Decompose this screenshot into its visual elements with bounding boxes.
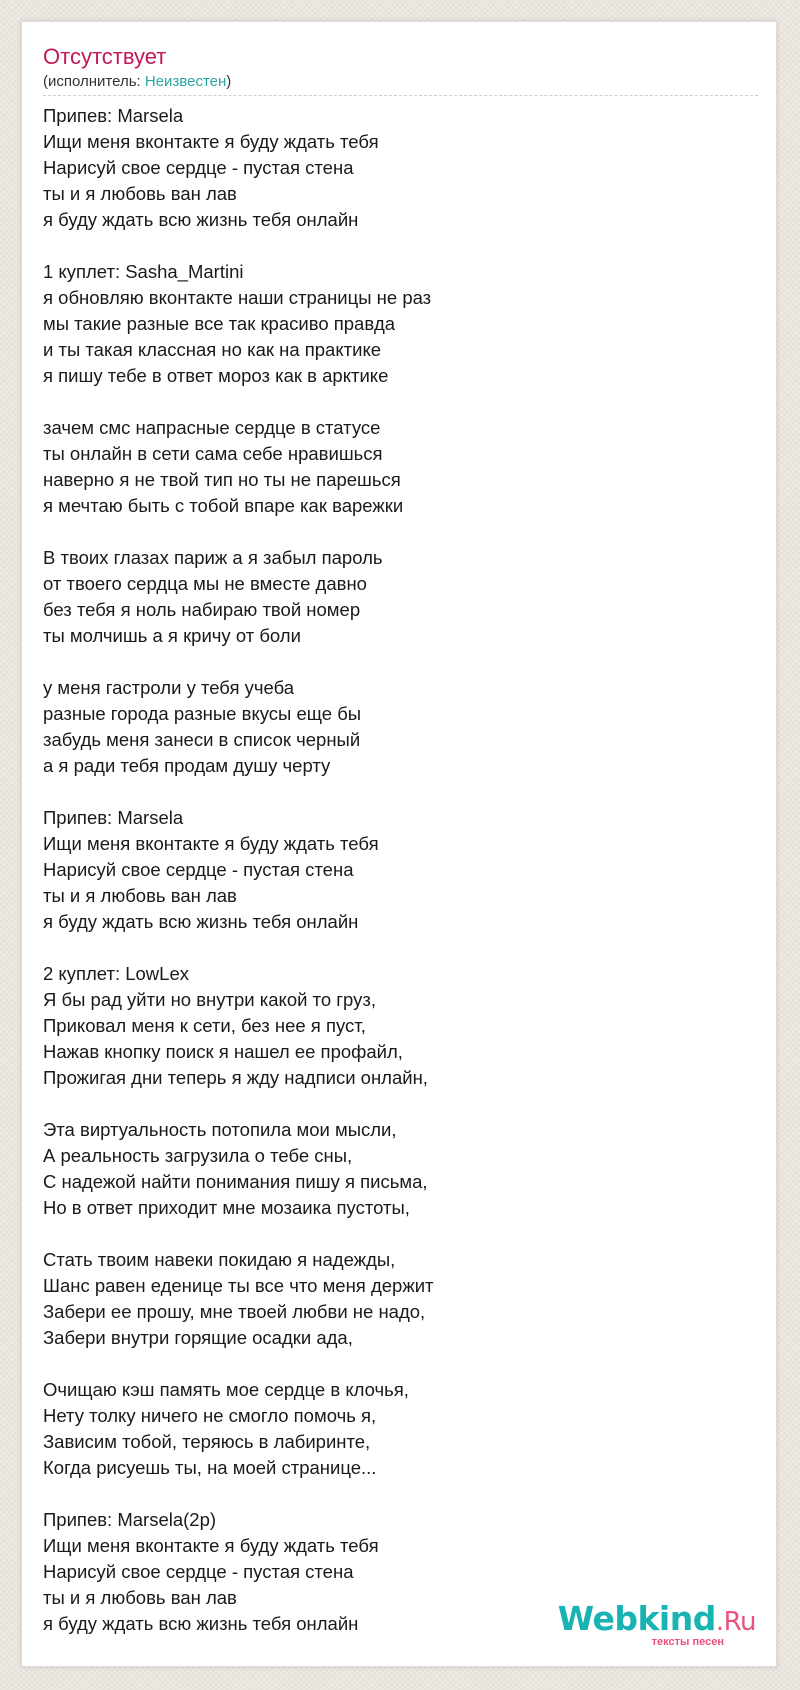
lyrics-line: ты и я любовь ван лав <box>43 1587 237 1608</box>
lyrics-line: Эта виртуальность потопила мои мысли, <box>43 1119 397 1140</box>
logo-tld: .Ru <box>715 1607 756 1637</box>
artist-prefix: (исполнитель: <box>43 73 145 90</box>
lyrics-line: разные города разные вкусы еще бы <box>43 703 362 724</box>
lyrics-blank-line <box>43 233 758 259</box>
lyrics-line: у меня гастроли у тебя учеба <box>43 677 295 698</box>
lyrics-line: С надежой найти понимания пишу я письма, <box>43 1171 428 1192</box>
lyrics-line: я буду ждать всю жизнь тебя онлайн <box>43 209 359 230</box>
lyrics-line: Очищаю кэш память мое сердце в клочья, <box>43 1379 409 1400</box>
lyrics-line: Нажав кнопку поиск я нашел ее профайл, <box>43 1041 403 1062</box>
lyrics-line: ты и я любовь ван лав <box>43 885 237 906</box>
lyrics-line: В твоих глазах париж а я забыл пароль <box>43 547 383 568</box>
lyrics-line: Забери внутри горящие осадки ада, <box>43 1327 353 1348</box>
lyrics-body <box>43 103 758 1637</box>
artist-suffix: ) <box>226 73 232 90</box>
lyrics-line: 2 куплет: LowLex <box>43 963 189 984</box>
artist-line <box>43 73 231 90</box>
artist-link[interactable]: Неизвестен <box>144 73 227 90</box>
lyrics-line: а я ради тебя продам душу черту <box>43 755 331 776</box>
lyrics-line: Ищи меня вконтакте я буду ждать тебя <box>43 1535 379 1556</box>
lyrics-line: Нарисуй свое сердце - пустая стена <box>43 1561 354 1582</box>
lyrics-line: Я бы рад уйти но внутри какой то груз, <box>43 989 376 1010</box>
lyrics-line: А реальность загрузила о тебе сны, <box>43 1145 353 1166</box>
lyrics-blank-line <box>43 519 758 545</box>
lyrics-line: я мечтаю быть с тобой впаре как варежки <box>43 495 404 516</box>
lyrics-blank-line <box>43 779 758 805</box>
lyrics-blank-line <box>43 1221 758 1247</box>
song-title: Отсутствует <box>43 44 167 69</box>
logo-tagline: тексты песен <box>651 1636 724 1648</box>
lyrics-line: и ты такая классная но как на практике <box>43 339 382 360</box>
logo-name: Webkind <box>557 1599 716 1638</box>
lyrics-blank-line <box>43 389 758 415</box>
divider <box>43 95 758 96</box>
lyrics-line: от твоего сердца мы не вместе давно <box>43 573 367 594</box>
lyrics-line: ты онлайн в сети сама себе нравишься <box>43 443 383 464</box>
lyrics-blank-line <box>43 649 758 675</box>
lyrics-line: Ищи меня вконтакте я буду ждать тебя <box>43 833 379 854</box>
lyrics-line: я обновляю вконтакте наши страницы не раз <box>43 287 432 308</box>
lyrics-line: зачем смс напрасные сердце в статусе <box>43 417 381 438</box>
lyrics-line: Нарисуй свое сердце - пустая стена <box>43 157 354 178</box>
lyrics-blank-line <box>43 1091 758 1117</box>
lyrics-line: я буду ждать всю жизнь тебя онлайн <box>43 911 359 932</box>
lyrics-line: Но в ответ приходит мне мозаика пустоты, <box>43 1197 410 1218</box>
lyrics-line: Прожигая дни теперь я жду надписи онлайн, <box>43 1067 428 1088</box>
lyrics-card <box>21 21 777 1667</box>
lyrics-line: 1 куплет: Sasha_Martini <box>43 261 244 282</box>
lyrics-line: Нарисуй свое сердце - пустая стена <box>43 859 354 880</box>
lyrics-line: Забери ее прошу, мне твоей любви не надо, <box>43 1301 426 1322</box>
lyrics-line: Ищи меня вконтакте я буду ждать тебя <box>43 131 379 152</box>
lyrics-line: Припев: Marsela <box>43 105 184 126</box>
lyrics-line: мы такие разные все так красиво правда <box>43 313 396 334</box>
site-logo[interactable] <box>558 1601 756 1648</box>
lyrics-blank-line <box>43 1481 758 1507</box>
lyrics-line: Приковал меня к сети, без нее я пуст, <box>43 1015 366 1036</box>
lyrics-line: Нету толку ничего не смогло помочь я, <box>43 1405 377 1426</box>
lyrics-line: без тебя я ноль набираю твой номер <box>43 599 361 620</box>
lyrics-line: ты молчишь а я кричу от боли <box>43 625 301 646</box>
lyrics-line: наверно я не твой тип но ты не парешься <box>43 469 401 490</box>
lyrics-blank-line <box>43 935 758 961</box>
lyrics-line: я буду ждать всю жизнь тебя онлайн <box>43 1613 359 1634</box>
lyrics-line: Когда рисуешь ты, на моей странице... <box>43 1457 377 1478</box>
logo-wordmark <box>558 1601 756 1640</box>
lyrics-line: забудь меня занеси в список черный <box>43 729 361 750</box>
lyrics-line: я пишу тебе в ответ мороз как в арктике <box>43 365 389 386</box>
lyrics-line: Зависим тобой, теряюсь в лабиринте, <box>43 1431 371 1452</box>
lyrics-line: Припев: Marsela(2р) <box>43 1509 217 1530</box>
lyrics-line: ты и я любовь ван лав <box>43 183 237 204</box>
lyrics-line: Стать твоим навеки покидаю я надежды, <box>43 1249 396 1270</box>
lyrics-blank-line <box>43 1351 758 1377</box>
lyrics-line: Припев: Marsela <box>43 807 184 828</box>
lyrics-line: Шанс равен еденице ты все что меня держит <box>43 1275 434 1296</box>
